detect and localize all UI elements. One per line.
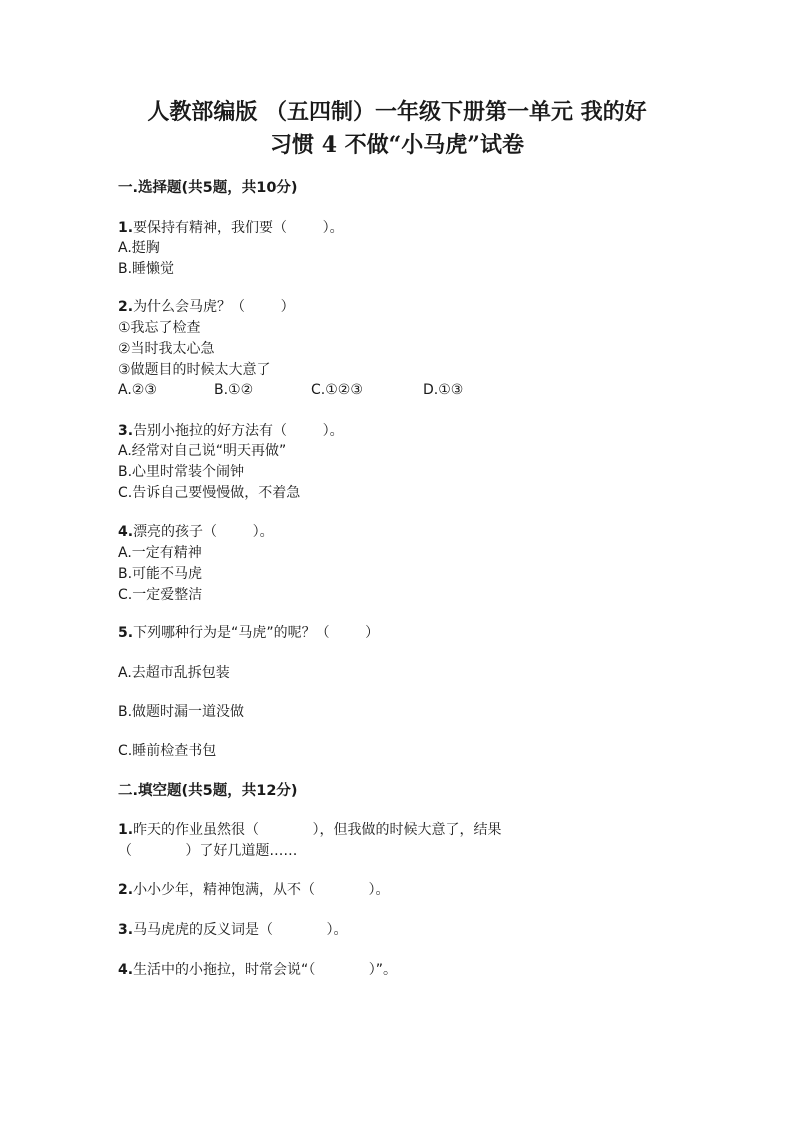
option: B.可能不马虎 xyxy=(118,566,203,582)
statement: ③做题目的时候太大意了 xyxy=(118,362,271,378)
question-stem: 小小少年，精神饱满，从不（ ）。 xyxy=(133,882,390,898)
question-stem: 为什么会马虎？（ ） xyxy=(133,299,295,315)
option: C.睡前检查书包 xyxy=(118,743,217,759)
question-5 xyxy=(118,623,379,643)
question-number: 3. xyxy=(118,922,134,938)
statement: ①我忘了检查 xyxy=(118,320,201,336)
question-number: 4. xyxy=(118,962,134,978)
option: B.做题时漏一道没做 xyxy=(118,704,245,720)
fill-question-1-continuation: （ ）了好几道题…… xyxy=(118,843,298,859)
question-stem: 昨天的作业虽然很（ ），但我做的时候大意了，结果 xyxy=(133,822,502,838)
section-heading-fill-in: 二.填空题(共5题，共12分) xyxy=(118,783,298,799)
option: C.告诉自己要慢慢做，不着急 xyxy=(118,485,301,501)
question-stem: 生活中的小拖拉，时常会说“（ ）”。 xyxy=(133,962,397,978)
question-4 xyxy=(118,522,274,542)
option: B.①② xyxy=(214,382,254,398)
fill-question-1 xyxy=(118,820,501,840)
option: A.经常对自己说“明天再做” xyxy=(118,443,287,459)
page-title-line-2: 习惯 4 不做“小马虎”试卷 xyxy=(270,132,524,158)
option: D.①③ xyxy=(423,382,464,398)
question-number: 1. xyxy=(118,822,134,838)
question-number: 2. xyxy=(118,299,134,315)
question-2 xyxy=(118,297,295,317)
question-number: 1. xyxy=(118,220,134,236)
option: A.一定有精神 xyxy=(118,545,202,561)
question-stem: 告别小拖拉的好方法有（ ）。 xyxy=(133,423,344,439)
section-heading-choice: 一.选择题(共5题，共10分) xyxy=(118,180,298,196)
question-number: 5. xyxy=(118,625,134,641)
option: B.睡懒觉 xyxy=(118,261,175,277)
option: A.去超市乱拆包装 xyxy=(118,665,230,681)
question-stem: 下列哪种行为是“马虎”的呢？（ ） xyxy=(133,625,380,641)
page-title-line-1: 人教部编版 （五四制）一年级下册第一单元 我的好 xyxy=(147,99,647,125)
question-stem: 马马虎虎的反义词是（ ）。 xyxy=(133,922,348,938)
fill-question-2 xyxy=(118,880,389,900)
option: C.一定爱整洁 xyxy=(118,587,203,603)
question-3 xyxy=(118,421,344,441)
question-number: 2. xyxy=(118,882,134,898)
option: A.挺胸 xyxy=(118,240,160,256)
question-stem: 漂亮的孩子（ ）。 xyxy=(133,524,274,540)
option: C.①②③ xyxy=(311,382,363,398)
question-stem: 要保持有精神，我们要（ ）。 xyxy=(133,220,344,236)
question-number: 4. xyxy=(118,524,134,540)
option: B.心里时常装个闹钟 xyxy=(118,464,245,480)
question-number: 3. xyxy=(118,423,134,439)
statement: ②当时我太心急 xyxy=(118,341,215,357)
fill-question-4 xyxy=(118,960,397,980)
fill-question-3 xyxy=(118,920,347,940)
question-1 xyxy=(118,218,344,238)
option: A.②③ xyxy=(118,382,157,398)
